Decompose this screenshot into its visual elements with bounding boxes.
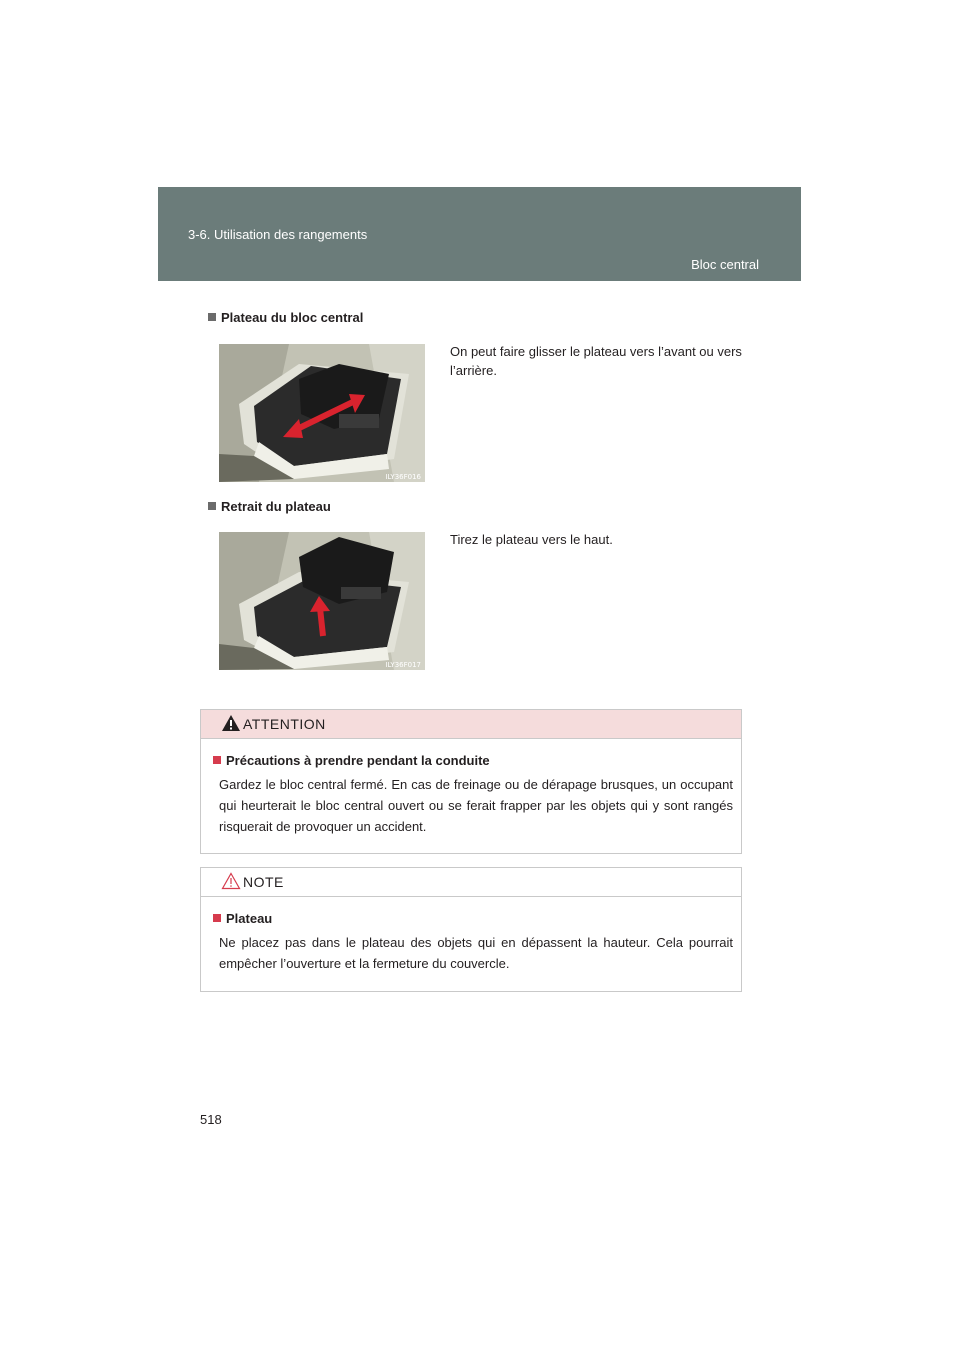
note-subheading: Plateau — [213, 911, 733, 926]
figure-code: ILY36F016 — [385, 473, 421, 481]
note-box — [200, 867, 742, 992]
figure-console-tray — [219, 344, 425, 482]
attention-text: Gardez le bloc central fermé. En cas de freinage ou de dérapage brusques, un occupant qui heurterait le bloc central ouvert ou se ferait frapper par les objets qui y sont rangés risquerait de provoquer un accident. — [219, 777, 733, 834]
warning-triangle-icon — [221, 714, 241, 732]
warning-triangle-icon — [221, 872, 241, 890]
page-number: 518 — [200, 1112, 222, 1127]
note-header — [201, 868, 741, 897]
caption-tray-removal: Tirez le plateau vers le haut. — [450, 532, 613, 547]
up-arrow-icon — [219, 532, 425, 670]
bullet-square-icon — [213, 756, 221, 764]
figure-tray-removal — [219, 532, 425, 670]
section-title: 3-6. Utilisation des rangements — [188, 227, 368, 242]
heading-console-tray: Plateau du bloc central — [208, 310, 363, 325]
attention-box — [200, 709, 742, 854]
subsection-title: Bloc central — [691, 257, 759, 272]
caption-console-tray: On peut faire glisser le plateau vers l’avant ou vers l’arrière. — [450, 344, 742, 378]
bullet-square-icon — [213, 914, 221, 922]
bullet-square-icon — [208, 502, 216, 510]
figure-code: ILY36F017 — [385, 661, 421, 669]
attention-subheading: Précautions à prendre pendant la conduite — [213, 753, 733, 768]
note-text: Ne placez pas dans le plateau des objets qui en dépassent la hauteur. Cela pourrait empêcher l’ouverture et la fermeture du couvercle. — [219, 935, 733, 971]
attention-header — [201, 710, 741, 739]
bullet-square-icon — [208, 313, 216, 321]
attention-title: ATTENTION — [243, 716, 326, 732]
double-arrow-icon — [219, 344, 425, 482]
page-header — [158, 187, 801, 281]
note-title: NOTE — [243, 874, 284, 890]
heading-tray-removal: Retrait du plateau — [208, 499, 331, 514]
